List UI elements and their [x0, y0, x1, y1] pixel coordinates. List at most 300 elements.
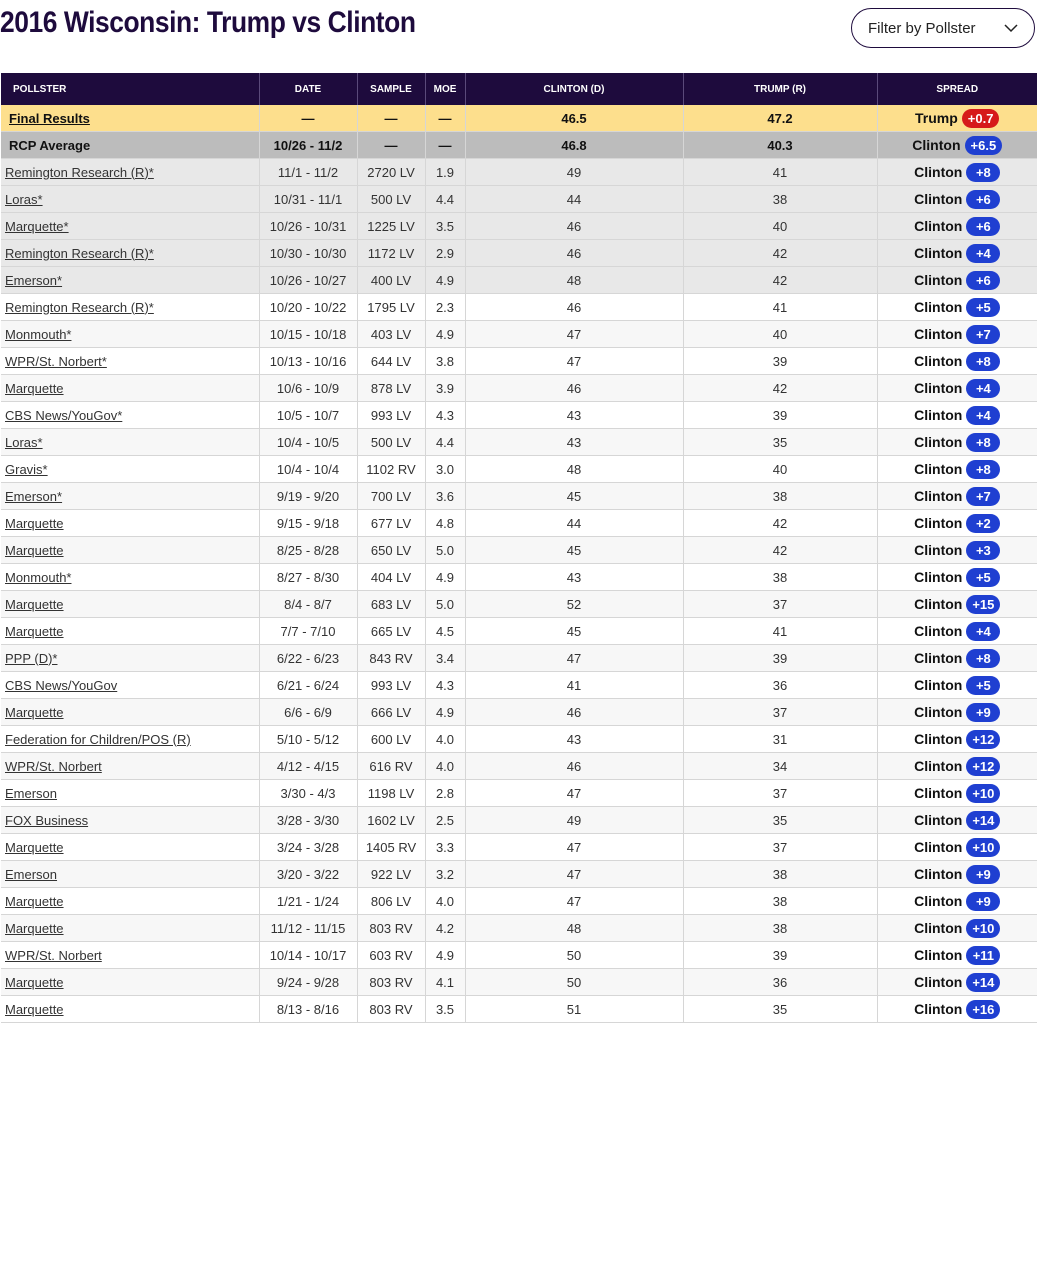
spread-badge: +5	[966, 676, 1000, 695]
spread-winner: Clinton	[914, 947, 963, 963]
sample-cell: 400 LV	[357, 267, 425, 294]
sample-cell: 500 LV	[357, 429, 425, 456]
date-cell: 10/30 - 10/30	[259, 240, 357, 267]
sample-cell: 1795 LV	[357, 294, 425, 321]
moe-cell: 5.0	[425, 537, 465, 564]
header-sample[interactable]: SAMPLE	[357, 73, 425, 105]
spread-badge: +4	[966, 406, 1000, 425]
date-cell: 8/4 - 8/7	[259, 591, 357, 618]
spread-cell	[877, 969, 1037, 996]
table-row	[1, 969, 1037, 996]
spread-cell	[877, 186, 1037, 213]
spread-badge: +10	[966, 784, 1000, 803]
spread-winner: Clinton	[914, 650, 963, 666]
pollster-cell	[1, 645, 259, 672]
page-title: 2016 Wisconsin: Trump vs Clinton	[0, 6, 416, 39]
spread-winner: Clinton	[914, 380, 963, 396]
table-row	[1, 618, 1037, 645]
clinton-cell: 47	[465, 645, 683, 672]
spread-badge: +5	[966, 568, 1000, 587]
date-cell: 10/31 - 11/1	[259, 186, 357, 213]
trump-cell: 39	[683, 942, 877, 969]
polls-table	[1, 73, 1037, 1023]
sample-cell: 1225 LV	[357, 213, 425, 240]
trump-cell: 35	[683, 429, 877, 456]
trump-cell: 38	[683, 483, 877, 510]
clinton-cell: 47	[465, 888, 683, 915]
moe-cell: 4.9	[425, 942, 465, 969]
pollster-cell	[1, 672, 259, 699]
spread-badge: +7	[966, 487, 1000, 506]
spread-winner: Clinton	[914, 677, 963, 693]
spread-badge: +5	[966, 298, 1000, 317]
spread-cell	[877, 591, 1037, 618]
avg-spread	[877, 132, 1037, 159]
spread-cell	[877, 537, 1037, 564]
sample-cell: 404 LV	[357, 564, 425, 591]
sample-cell: 666 LV	[357, 699, 425, 726]
clinton-cell: 48	[465, 915, 683, 942]
spread-winner: Clinton	[914, 434, 963, 450]
header-date[interactable]: DATE	[259, 73, 357, 105]
spread-badge: +9	[966, 892, 1000, 911]
moe-cell: 3.5	[425, 996, 465, 1023]
date-cell: 10/4 - 10/4	[259, 456, 357, 483]
pollster-link[interactable]: Emerson	[5, 785, 58, 801]
pollster-link[interactable]: Monmouth*	[5, 569, 72, 585]
spread-cell	[877, 915, 1037, 942]
pollster-link[interactable]: Marquette	[5, 1001, 64, 1017]
pollster-link[interactable]: Marquette	[5, 704, 64, 720]
pollster-link[interactable]: Marquette*	[5, 218, 69, 234]
pollster-link[interactable]: Remington Research (R)*	[5, 164, 154, 180]
avg-date: 10/26 - 11/2	[259, 132, 357, 159]
final-spread-badge: +0.7	[962, 109, 1000, 128]
pollster-cell	[1, 591, 259, 618]
spread-winner: Clinton	[914, 785, 963, 801]
spread-cell	[877, 159, 1037, 186]
trump-cell: 38	[683, 915, 877, 942]
date-cell: 10/20 - 10/22	[259, 294, 357, 321]
avg-pollster: RCP Average	[1, 132, 259, 159]
pollster-cell	[1, 186, 259, 213]
spread-badge: +6	[966, 217, 1000, 236]
table-row	[1, 321, 1037, 348]
pollster-cell	[1, 240, 259, 267]
trump-cell: 39	[683, 645, 877, 672]
pollster-link[interactable]: Monmouth*	[5, 326, 72, 342]
sample-cell: 803 RV	[357, 915, 425, 942]
trump-cell: 37	[683, 780, 877, 807]
spread-winner: Clinton	[914, 839, 963, 855]
trump-cell: 35	[683, 807, 877, 834]
moe-cell: 4.9	[425, 699, 465, 726]
clinton-cell: 43	[465, 726, 683, 753]
pollster-link[interactable]: Marquette	[5, 515, 64, 531]
spread-winner: Clinton	[914, 920, 963, 936]
sample-cell: 683 LV	[357, 591, 425, 618]
rcp-average-row	[1, 132, 1037, 159]
spread-badge: +14	[966, 811, 1000, 830]
avg-clinton: 46.8	[465, 132, 683, 159]
table-row	[1, 429, 1037, 456]
spread-winner: Clinton	[914, 407, 963, 423]
chevron-down-icon	[1004, 21, 1018, 35]
spread-cell	[877, 780, 1037, 807]
clinton-cell: 47	[465, 861, 683, 888]
final-moe: —	[425, 105, 465, 132]
spread-badge: +9	[966, 865, 1000, 884]
sample-cell: 803 RV	[357, 996, 425, 1023]
pollster-cell	[1, 456, 259, 483]
moe-cell: 4.4	[425, 186, 465, 213]
moe-cell: 3.5	[425, 213, 465, 240]
spread-badge: +8	[966, 460, 1000, 479]
date-cell: 10/6 - 10/9	[259, 375, 357, 402]
header-trump[interactable]: TRUMP (R)	[683, 73, 877, 105]
spread-winner: Clinton	[914, 1001, 963, 1017]
date-cell: 4/12 - 4/15	[259, 753, 357, 780]
sample-cell: 922 LV	[357, 861, 425, 888]
spread-badge: +14	[966, 973, 1000, 992]
final-spread-winner: Trump	[915, 110, 958, 126]
table-header-row	[1, 73, 1037, 105]
final-results-link[interactable]: Final Results	[9, 110, 90, 126]
table-row	[1, 402, 1037, 429]
trump-cell: 40	[683, 213, 877, 240]
table-row	[1, 159, 1037, 186]
trump-cell: 39	[683, 402, 877, 429]
header-moe[interactable]: MOE	[425, 73, 465, 105]
clinton-cell: 50	[465, 942, 683, 969]
spread-winner: Clinton	[914, 974, 963, 990]
pollster-link[interactable]: CBS News/YouGov	[5, 677, 118, 693]
pollster-link[interactable]: Emerson*	[5, 488, 63, 504]
pollster-cell	[1, 618, 259, 645]
final-date: —	[259, 105, 357, 132]
header-pollster[interactable]: POLLSTER	[1, 73, 259, 105]
spread-winner: Clinton	[914, 299, 963, 315]
table-row	[1, 537, 1037, 564]
pollster-cell	[1, 159, 259, 186]
table-row	[1, 267, 1037, 294]
clinton-cell: 45	[465, 537, 683, 564]
avg-sample: —	[357, 132, 425, 159]
spread-cell	[877, 699, 1037, 726]
trump-cell: 34	[683, 753, 877, 780]
spread-badge: +8	[966, 352, 1000, 371]
moe-cell: 3.2	[425, 861, 465, 888]
spread-winner: Clinton	[914, 326, 963, 342]
clinton-cell: 47	[465, 780, 683, 807]
pollster-cell	[1, 213, 259, 240]
spread-winner: Clinton	[914, 569, 963, 585]
spread-winner: Clinton	[914, 353, 963, 369]
clinton-cell: 47	[465, 321, 683, 348]
pollster-cell	[1, 942, 259, 969]
pollster-link[interactable]: Marquette	[5, 920, 64, 936]
date-cell: 10/13 - 10/16	[259, 348, 357, 375]
moe-cell: 4.3	[425, 402, 465, 429]
spread-winner: Clinton	[914, 623, 963, 639]
final-results-row	[1, 105, 1037, 132]
spread-cell	[877, 834, 1037, 861]
pollster-cell	[1, 537, 259, 564]
spread-winner: Clinton	[914, 866, 963, 882]
pollster-cell	[1, 429, 259, 456]
final-pollster	[1, 105, 259, 132]
pollster-link[interactable]: Marquette	[5, 839, 64, 855]
pollster-link[interactable]: Marquette	[5, 542, 64, 558]
moe-cell: 5.0	[425, 591, 465, 618]
pollster-cell	[1, 807, 259, 834]
spread-winner: Clinton	[914, 515, 963, 531]
pollster-link[interactable]: Marquette	[5, 893, 64, 909]
spread-cell	[877, 456, 1037, 483]
spread-winner: Clinton	[914, 218, 963, 234]
pollster-cell	[1, 483, 259, 510]
spread-cell	[877, 348, 1037, 375]
pollster-link[interactable]: Loras*	[5, 191, 43, 207]
table-row	[1, 186, 1037, 213]
spread-winner: Clinton	[914, 191, 963, 207]
clinton-cell: 44	[465, 186, 683, 213]
trump-cell: 42	[683, 267, 877, 294]
spread-badge: +16	[966, 1000, 1000, 1019]
pollster-link[interactable]: Loras*	[5, 434, 43, 450]
pollster-link[interactable]: Remington Research (R)*	[5, 299, 154, 315]
moe-cell: 3.6	[425, 483, 465, 510]
trump-cell: 42	[683, 510, 877, 537]
spread-badge: +4	[966, 622, 1000, 641]
spread-badge: +8	[966, 163, 1000, 182]
trump-cell: 42	[683, 240, 877, 267]
date-cell: 10/26 - 10/27	[259, 267, 357, 294]
clinton-cell: 43	[465, 402, 683, 429]
table-row	[1, 726, 1037, 753]
pollster-cell	[1, 267, 259, 294]
clinton-cell: 46	[465, 240, 683, 267]
pollster-cell	[1, 321, 259, 348]
final-clinton: 46.5	[465, 105, 683, 132]
date-cell: 8/13 - 8/16	[259, 996, 357, 1023]
spread-badge: +6	[966, 190, 1000, 209]
table-row	[1, 456, 1037, 483]
moe-cell: 2.5	[425, 807, 465, 834]
clinton-cell: 45	[465, 483, 683, 510]
pollster-link[interactable]: WPR/St. Norbert*	[5, 353, 107, 369]
table-row	[1, 213, 1037, 240]
trump-cell: 37	[683, 834, 877, 861]
pollster-cell	[1, 969, 259, 996]
date-cell: 3/30 - 4/3	[259, 780, 357, 807]
clinton-cell: 49	[465, 807, 683, 834]
sample-cell: 500 LV	[357, 186, 425, 213]
spread-cell	[877, 672, 1037, 699]
clinton-cell: 44	[465, 510, 683, 537]
clinton-cell: 46	[465, 213, 683, 240]
header-spread[interactable]: SPREAD	[877, 73, 1037, 105]
date-cell: 8/27 - 8/30	[259, 564, 357, 591]
pollster-link[interactable]: Gravis*	[5, 461, 48, 477]
spread-badge: +9	[966, 703, 1000, 722]
pollster-link[interactable]: Federation for Children/POS (R)	[5, 731, 191, 747]
clinton-cell: 48	[465, 456, 683, 483]
final-trump: 47.2	[683, 105, 877, 132]
date-cell: 10/4 - 10/5	[259, 429, 357, 456]
date-cell: 3/28 - 3/30	[259, 807, 357, 834]
moe-cell: 4.9	[425, 564, 465, 591]
clinton-cell: 41	[465, 672, 683, 699]
date-cell: 6/6 - 6/9	[259, 699, 357, 726]
avg-spread-badge: +6.5	[965, 136, 1003, 155]
spread-cell	[877, 807, 1037, 834]
table-row	[1, 294, 1037, 321]
spread-cell	[877, 996, 1037, 1023]
moe-cell: 3.4	[425, 645, 465, 672]
spread-winner: Clinton	[914, 731, 963, 747]
spread-winner: Clinton	[914, 245, 963, 261]
pollster-cell	[1, 564, 259, 591]
pollster-cell	[1, 915, 259, 942]
clinton-cell: 43	[465, 429, 683, 456]
sample-cell: 1172 LV	[357, 240, 425, 267]
pollster-link[interactable]: Marquette	[5, 596, 64, 612]
spread-badge: +15	[966, 595, 1000, 614]
spread-cell	[877, 483, 1037, 510]
clinton-cell: 48	[465, 267, 683, 294]
trump-cell: 38	[683, 861, 877, 888]
avg-spread-winner: Clinton	[912, 137, 961, 153]
table-row	[1, 834, 1037, 861]
sample-cell: 1102 RV	[357, 456, 425, 483]
date-cell: 9/19 - 9/20	[259, 483, 357, 510]
moe-cell: 4.2	[425, 915, 465, 942]
trump-cell: 40	[683, 456, 877, 483]
final-spread	[877, 105, 1037, 132]
pollster-link[interactable]: FOX Business	[5, 812, 89, 828]
pollster-link[interactable]: Marquette	[5, 623, 64, 639]
spread-badge: +7	[966, 325, 1000, 344]
pollster-cell	[1, 780, 259, 807]
pollster-cell	[1, 348, 259, 375]
clinton-cell: 47	[465, 834, 683, 861]
sample-cell: 993 LV	[357, 402, 425, 429]
moe-cell: 2.9	[425, 240, 465, 267]
avg-moe: —	[425, 132, 465, 159]
spread-badge: +2	[966, 514, 1000, 533]
moe-cell: 4.0	[425, 726, 465, 753]
moe-cell: 3.3	[425, 834, 465, 861]
sample-cell: 1405 RV	[357, 834, 425, 861]
trump-cell: 37	[683, 591, 877, 618]
pollster-link[interactable]: Marquette	[5, 380, 64, 396]
pollster-link[interactable]: WPR/St. Norbert	[5, 947, 102, 963]
moe-cell: 1.9	[425, 159, 465, 186]
table-row	[1, 807, 1037, 834]
spread-badge: +8	[966, 649, 1000, 668]
spread-cell	[877, 402, 1037, 429]
trump-cell: 42	[683, 375, 877, 402]
pollster-link[interactable]: WPR/St. Norbert	[5, 758, 102, 774]
moe-cell: 3.9	[425, 375, 465, 402]
table-row	[1, 375, 1037, 402]
date-cell: 3/24 - 3/28	[259, 834, 357, 861]
spread-badge: +11	[966, 946, 1000, 965]
table-row	[1, 240, 1037, 267]
date-cell: 1/21 - 1/24	[259, 888, 357, 915]
clinton-cell: 45	[465, 618, 683, 645]
date-cell: 6/21 - 6/24	[259, 672, 357, 699]
trump-cell: 36	[683, 672, 877, 699]
sample-cell: 616 RV	[357, 753, 425, 780]
date-cell: 10/14 - 10/17	[259, 942, 357, 969]
clinton-cell: 46	[465, 753, 683, 780]
pollster-link[interactable]: Remington Research (R)*	[5, 245, 154, 261]
moe-cell: 3.0	[425, 456, 465, 483]
moe-cell: 4.0	[425, 753, 465, 780]
sample-cell: 677 LV	[357, 510, 425, 537]
sample-cell: 600 LV	[357, 726, 425, 753]
spread-winner: Clinton	[914, 164, 963, 180]
table-row	[1, 483, 1037, 510]
spread-winner: Clinton	[914, 758, 963, 774]
pollster-cell	[1, 753, 259, 780]
spread-cell	[877, 645, 1037, 672]
trump-cell: 42	[683, 537, 877, 564]
date-cell: 10/5 - 10/7	[259, 402, 357, 429]
table-row	[1, 942, 1037, 969]
clinton-cell: 52	[465, 591, 683, 618]
clinton-cell: 43	[465, 564, 683, 591]
date-cell: 9/15 - 9/18	[259, 510, 357, 537]
pollster-cell	[1, 375, 259, 402]
spread-badge: +12	[966, 730, 1000, 749]
pollster-cell	[1, 294, 259, 321]
trump-cell: 38	[683, 564, 877, 591]
clinton-cell: 49	[465, 159, 683, 186]
header-clinton[interactable]: CLINTON (D)	[465, 73, 683, 105]
pollster-link[interactable]: Emerson*	[5, 272, 63, 288]
moe-cell: 4.9	[425, 321, 465, 348]
filter-by-pollster-dropdown[interactable]	[851, 8, 1035, 48]
table-row	[1, 996, 1037, 1023]
pollster-link[interactable]: Marquette	[5, 974, 64, 990]
date-cell: 10/26 - 10/31	[259, 213, 357, 240]
clinton-cell: 47	[465, 348, 683, 375]
spread-winner: Clinton	[914, 812, 963, 828]
pollster-link[interactable]: Emerson	[5, 866, 58, 882]
pollster-link[interactable]: PPP (D)*	[5, 650, 58, 666]
moe-cell: 4.1	[425, 969, 465, 996]
pollster-link[interactable]: CBS News/YouGov*	[5, 407, 123, 423]
clinton-cell: 50	[465, 969, 683, 996]
clinton-cell: 51	[465, 996, 683, 1023]
date-cell: 5/10 - 5/12	[259, 726, 357, 753]
sample-cell: 1602 LV	[357, 807, 425, 834]
sample-cell: 806 LV	[357, 888, 425, 915]
sample-cell: 403 LV	[357, 321, 425, 348]
spread-cell	[877, 753, 1037, 780]
sample-cell: 700 LV	[357, 483, 425, 510]
clinton-cell: 46	[465, 294, 683, 321]
trump-cell: 31	[683, 726, 877, 753]
date-cell: 6/22 - 6/23	[259, 645, 357, 672]
spread-winner: Clinton	[914, 704, 963, 720]
trump-cell: 41	[683, 294, 877, 321]
sample-cell: 644 LV	[357, 348, 425, 375]
pollster-cell	[1, 861, 259, 888]
